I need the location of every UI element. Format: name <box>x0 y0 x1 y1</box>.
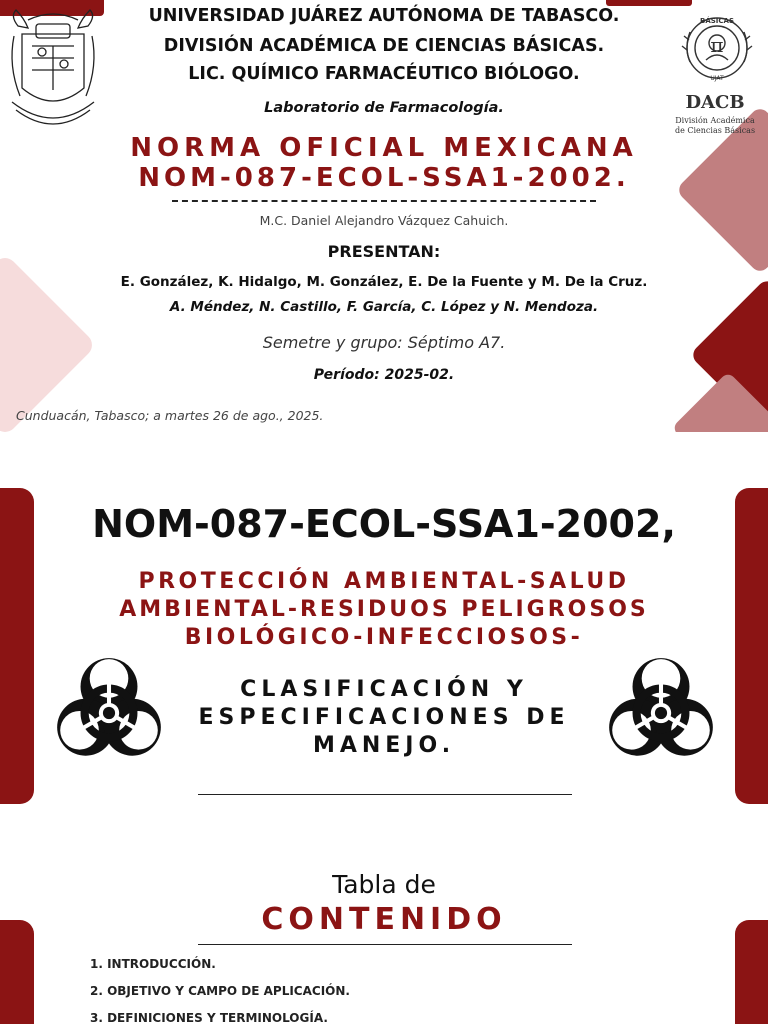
toc-slide <box>0 864 768 1024</box>
norm-title-line1: NORMA OFICIAL MEXICANA <box>130 133 638 163</box>
period: Período: 2025-02. <box>313 367 455 383</box>
nom-code-title: NOM-087-ECOL-SSA1-2002, <box>92 502 676 546</box>
semester-group: Semetre y grupo: Séptimo A7. <box>262 333 506 352</box>
dacb-label: DACB <box>685 92 745 113</box>
subtitle-line3: BIOLÓGICO-INFECCIOSOS- <box>184 625 584 650</box>
svg-text:π: π <box>710 33 724 57</box>
toc-item: 1. INTRODUCCIÓN. <box>90 957 216 971</box>
subtitle-line1: PROTECCIÓN AMBIENTAL-SALUD <box>138 569 630 594</box>
career-name: LIC. QUÍMICO FARMACÉUTICO BIÓLOGO. <box>188 64 580 84</box>
toc-item: 2. OBJETIVO Y CAMPO DE APLICACIÓN. <box>90 984 350 998</box>
toc-heading-small: Tabla de <box>332 870 436 899</box>
authors-line1: E. González, K. Hidalgo, M. González, E. De la Fuente y M. De la Cruz. <box>120 274 648 290</box>
presentan-heading: PRESENTAN: <box>327 242 441 261</box>
cover-slide <box>0 0 768 432</box>
subtitle-line2: AMBIENTAL-RESIDUOS PELIGROSOS <box>119 597 649 622</box>
title-underline <box>198 794 572 795</box>
title-slide <box>0 432 768 864</box>
norm-title-line2: NOM-087-ECOL-SSA1-2002. <box>138 163 630 193</box>
teacher-name: M.C. Daniel Alejandro Vázquez Cahuich. <box>259 213 509 228</box>
division-name: DIVISIÓN ACADÉMICA DE CIENCIAS BÁSICAS. <box>163 36 605 56</box>
dacb-seal-icon <box>676 10 758 86</box>
clasif-line2: ESPECIFICACIONES DE <box>198 705 570 730</box>
toc-underline <box>198 944 572 945</box>
toc-heading-big: CONTENIDO <box>261 902 507 937</box>
lab-name: Laboratorio de Farmacología. <box>264 100 504 116</box>
authors-line2: A. Méndez, N. Castillo, F. García, C. López y N. Mendoza. <box>169 299 599 315</box>
clasif-line3: MANEJO. <box>312 733 456 758</box>
toc-item: 3. DEFINICIONES Y TERMINOLOGÍA. <box>90 1011 328 1024</box>
clasif-line1: CLASIFICACIÓN Y <box>240 677 528 702</box>
dacb-sub1: División Académica <box>675 116 755 125</box>
norm-dashed-divider <box>172 200 596 202</box>
place-date: Cunduacán, Tabasco; a martes 26 de ago., 2025. <box>16 408 324 423</box>
seal-top-text: BÁSICAS <box>700 17 734 25</box>
seal-bottom-text: UJAT <box>710 75 724 82</box>
university-name: UNIVERSIDAD JUÁREZ AUTÓNOMA DE TABASCO. <box>148 6 620 26</box>
dacb-sub2: de Ciencias Básicas <box>674 126 756 135</box>
